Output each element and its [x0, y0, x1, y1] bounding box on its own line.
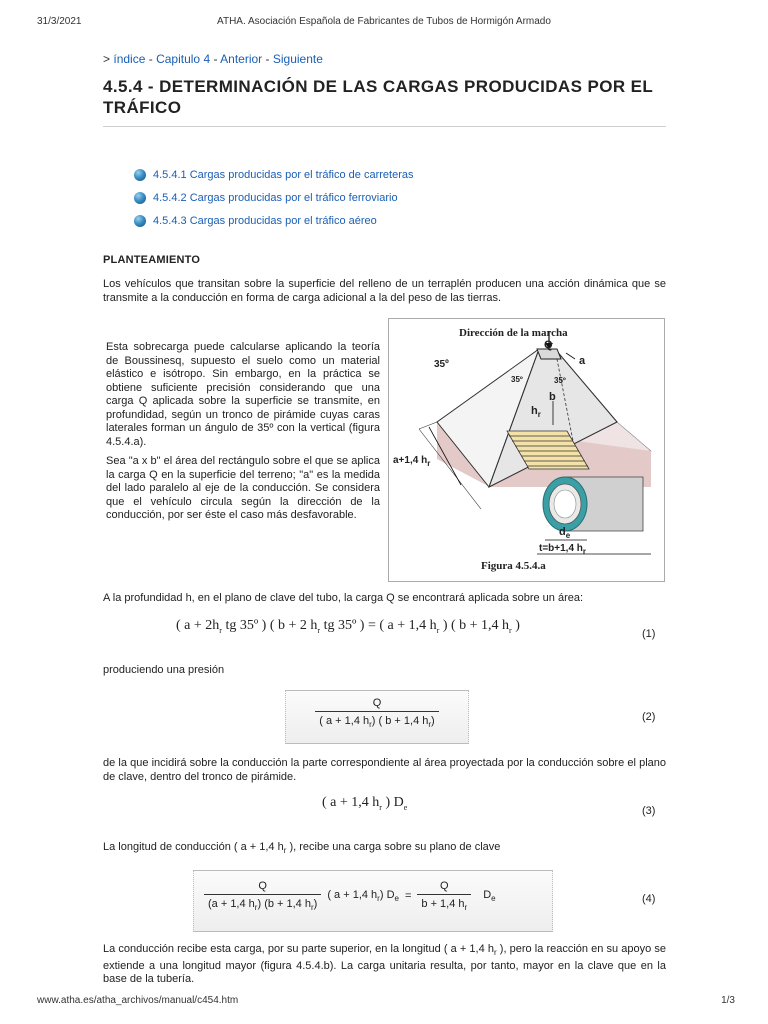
- breadcrumb-nav: [103, 52, 323, 66]
- equation-3-number: (3): [642, 805, 656, 817]
- list-item: [134, 209, 413, 232]
- figure-label-b: b: [549, 391, 556, 403]
- figure-label-hr: $h_r$: [531, 405, 541, 420]
- title-divider: [103, 126, 666, 127]
- nav-separator: -: [148, 52, 153, 66]
- print-date: 31/3/2021: [37, 16, 82, 27]
- depth-paragraph: A la profundidad h, en el plano de clave del tubo, la carga Q se encontrará aplicada sobre un área:: [103, 592, 584, 604]
- nav-separator: -: [265, 52, 270, 66]
- figure-label-q: Q: [544, 339, 553, 351]
- pressure-paragraph: produciendo una presión: [103, 664, 225, 676]
- bullet-icon: [134, 169, 146, 181]
- equation-2-box: [285, 690, 469, 744]
- figure-label-35-left: 35º: [434, 359, 449, 370]
- equation-4-box: [193, 870, 553, 932]
- load-area-paragraph: Sea "a x b" el área del rectángulo sobre el que se aplica la carga Q en la superficie del terreno; "a" es la medida del lado paralelo al eje de la conducción. Se considera que el vehículo circula según la dirección de la conducción, por ser éste el caso más desfavorable.: [106, 455, 380, 521]
- nav-prefix: >: [103, 52, 111, 66]
- footer-url: www.atha.es/atha_archivos/manual/c454.htm: [37, 995, 239, 1006]
- bullet-icon: [134, 215, 146, 227]
- equation-1-number: (1): [642, 628, 656, 640]
- nav-next-link[interactable]: Siguiente: [272, 52, 323, 66]
- section-heading: PLANTEAMIENTO: [103, 254, 201, 266]
- equation-4: $\frac{Q}{(a + 1,4 h_r) (b + 1,4 h_r)}$ ( a + 1,4 $h_r$) $D_e$ = $\frac{Q}{b + 1,4 h_r}$ $D_e$: [204, 880, 496, 912]
- pyramid-load-diagram: [389, 319, 664, 581]
- page-number: 1/3: [721, 995, 735, 1006]
- equation-2: $\frac{Q}{( a + 1,4 h_r) ( b + 1,4 h_r)}$: [315, 697, 438, 729]
- figure-label-35-a: 35º: [511, 375, 523, 384]
- site-title: ATHA. Asociación Española de Fabricantes de Tubos de Hormigón Armado: [217, 16, 551, 27]
- figure-label-direction: Dirección de la marcha: [459, 327, 568, 339]
- pipe: [543, 477, 643, 531]
- equation-1: ( $a + 2h_r$ tg 35º ) ( b + 2 $h_r$ tg 35º ) = ( a + 1,4 $h_r$ ) ( b + 1,4 $h_r$ ): [176, 618, 520, 635]
- equation-3: ( a + 1,4 $h_r$ ) $D_e$: [322, 795, 408, 812]
- figure-label-width: a+1,4 $h_r$: [393, 455, 431, 468]
- boussinesq-paragraph: Esta sobrecarga puede calcularse aplicando la teoría de Boussinesq, supuesto el suelo como un material elástico e isótropo. Sin embargo, en la práctica se obtiene suficiente precisión considerando que una carga Q aplicada sobre la superficie se transmite, en profundidad, según un tronco de pirámide cuyas caras laterales forman un ángulo de 35º con la vertical (figura 4.5.4.a).: [106, 341, 380, 448]
- figure-label-a: a: [579, 355, 586, 367]
- figure-label-de: $d_e$: [559, 526, 571, 541]
- figure-4-5-4-a: [388, 318, 665, 582]
- figure-label-35-b: 35º: [554, 376, 566, 385]
- list-item: [134, 186, 413, 209]
- nav-chapter-link[interactable]: Capitulo 4: [156, 52, 211, 66]
- equation-4-number: (4): [642, 893, 656, 905]
- nav-previous-link[interactable]: Anterior: [220, 52, 263, 66]
- figure-caption: Figura 4.5.4.a: [481, 560, 546, 572]
- list-item: [134, 163, 413, 186]
- nav-index-link[interactable]: índice: [113, 52, 146, 66]
- subsection-link-air[interactable]: 4.5.4.3 Cargas producidas por el tráfico aéreo: [153, 214, 377, 227]
- nav-separator: -: [213, 52, 218, 66]
- subsection-link-rail[interactable]: 4.5.4.2 Cargas producidas por el tráfico ferroviario: [153, 191, 398, 204]
- subsection-link-roads[interactable]: 4.5.4.1 Cargas producidas por el tráfico de carreteras: [153, 168, 414, 181]
- equation-2-number: (2): [642, 711, 656, 723]
- length-paragraph: La longitud de conducción ( a + 1,4 $h_r$ ), recibe una carga sobre su plano de clave: [103, 841, 501, 856]
- page-title: 4.5.4 - DETERMINACIÓN DE LAS CARGAS PRODUCIDAS POR EL TRÁFICO: [103, 77, 653, 117]
- final-paragraph: La conducción recibe esta carga, por su parte superior, en la longitud ( a + 1,4 $h_r$ ), pero la reacción en su apoyo se extiende a una longitud mayor (figura 4.5.4.b). La carga unitaria resulta, por tanto, mayor en la clave que en la base de la tubería.: [103, 943, 666, 986]
- incidence-paragraph: de la que incidirá sobre la conducción la parte correspondiente al área proyectada por la conducción sobre el plano de clave, dentro del tronco de pirámide.: [103, 757, 666, 783]
- intro-paragraph: Los vehículos que transitan sobre la superficie del relleno de un terraplén producen una acción dinámica que se transmite a la conducción en forma de carga adicional a la del peso de las tierras.: [103, 278, 666, 304]
- bullet-icon: [134, 192, 146, 204]
- figure-label-t: t=b+1,4 $h_r$: [539, 543, 587, 556]
- subsection-list: [134, 163, 413, 232]
